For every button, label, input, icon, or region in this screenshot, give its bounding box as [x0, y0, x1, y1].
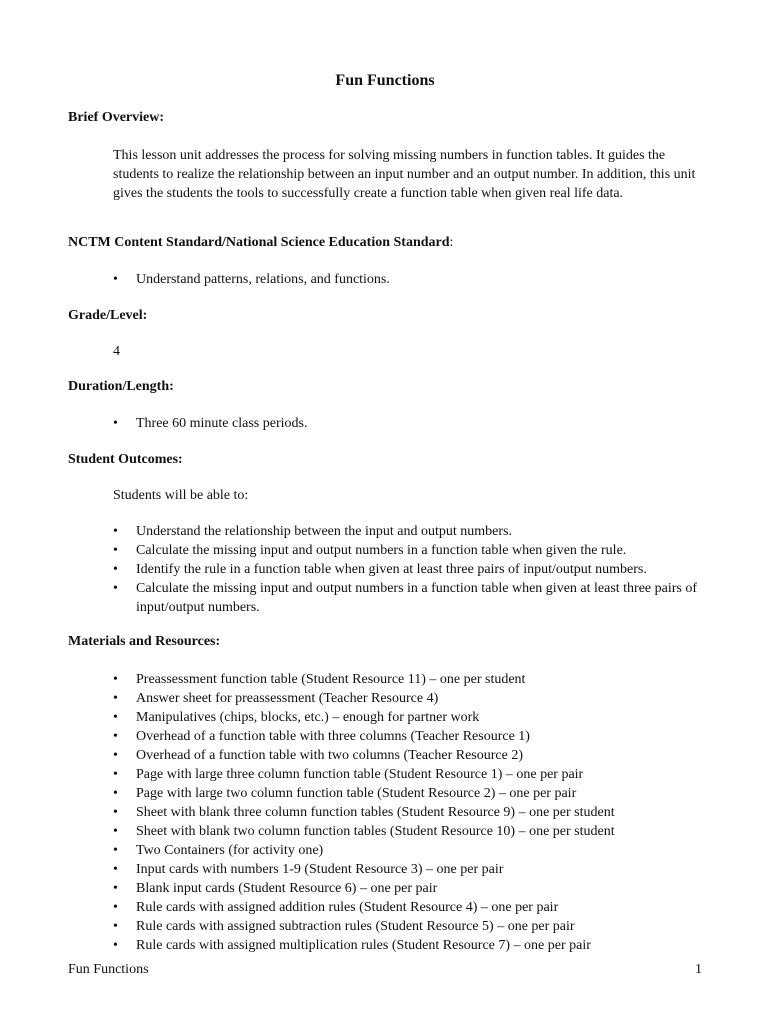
bullet-icon: •	[113, 416, 118, 431]
list-item: • Understand the relationship between the input and output numbers.	[113, 524, 512, 539]
list-item: • Rule cards with assigned addition rules (Student Resource 4) – one per pair	[113, 900, 559, 915]
list-item: • Sheet with blank three column function tables (Student Resource 9) – one per student	[113, 805, 615, 820]
list-item: • Rule cards with assigned subtraction rules (Student Resource 5) – one per pair	[113, 919, 575, 934]
duration-list	[113, 414, 713, 433]
standard-heading-text: NCTM Content Standard/National Science Education Standard	[68, 235, 450, 250]
standard-list	[113, 270, 713, 289]
outcomes-list	[113, 522, 713, 617]
footer-title: Fun Functions	[68, 962, 149, 977]
list-item: • Sheet with blank two column function tables (Student Resource 10) – one per student	[113, 824, 615, 839]
list-item: • Answer sheet for preassessment (Teacher Resource 4)	[113, 691, 439, 706]
materials-list	[113, 670, 713, 955]
bullet-icon: •	[113, 900, 118, 915]
grade-heading: Grade/Level:	[68, 308, 148, 323]
bullet-icon: •	[113, 748, 118, 763]
list-item: • Manipulatives (chips, blocks, etc.) – enough for partner work	[113, 710, 480, 725]
list-item: • Identify the rule in a function table when given at least three pairs of input/output numbers.	[113, 562, 647, 577]
bullet-icon: •	[113, 919, 118, 934]
overview-heading: Brief Overview:	[68, 110, 165, 125]
standard-heading-colon: :	[449, 235, 454, 250]
bullet-icon: •	[113, 881, 118, 896]
outcomes-heading: Student Outcomes:	[68, 452, 183, 467]
bullet-icon: •	[113, 824, 118, 839]
bullet-icon: •	[113, 581, 118, 596]
overview-text: This lesson unit addresses the process for solving missing numbers in function tables. It guides the students to realize the relationship between an input number and an output number. In addition, this unit gives the students the tools to successfully create a function table when given real life data.	[113, 148, 696, 201]
bullet-icon: •	[113, 691, 118, 706]
list-item: • Overhead of a function table with three columns (Teacher Resource 1)	[113, 729, 530, 744]
document-title: Fun Functions	[335, 72, 435, 89]
list-item: • Calculate the missing input and output numbers in a function table when given at least three pairs of input/output numbers.	[113, 581, 698, 615]
duration-heading: Duration/Length:	[68, 379, 174, 394]
bullet-icon: •	[113, 272, 118, 287]
list-item: • Overhead of a function table with two columns (Teacher Resource 2)	[113, 748, 523, 763]
list-item: • Input cards with numbers 1-9 (Student Resource 3) – one per pair	[113, 862, 504, 877]
grade-value: 4	[113, 344, 120, 359]
bullet-icon: •	[113, 710, 118, 725]
list-item: • Calculate the missing input and output numbers in a function table when given the rule.	[113, 543, 627, 558]
bullet-icon: •	[113, 843, 118, 858]
bullet-icon: •	[113, 524, 118, 539]
standard-heading	[68, 234, 453, 252]
bullet-icon: •	[113, 938, 118, 953]
bullet-icon: •	[113, 786, 118, 801]
bullet-icon: •	[113, 672, 118, 687]
list-item: • Blank input cards (Student Resource 6) – one per pair	[113, 881, 438, 896]
bullet-icon: •	[113, 862, 118, 877]
list-item: • Rule cards with assigned multiplication rules (Student Resource 7) – one per pair	[113, 938, 591, 953]
list-item: • Three 60 minute class periods.	[113, 416, 308, 431]
outcomes-intro: Students will be able to:	[113, 488, 249, 503]
list-item: • Page with large two column function table (Student Resource 2) – one per pair	[113, 786, 577, 801]
bullet-icon: •	[113, 805, 118, 820]
list-item: • Understand patterns, relations, and functions.	[113, 272, 390, 287]
bullet-icon: •	[113, 767, 118, 782]
page-number: 1	[695, 962, 702, 977]
bullet-icon: •	[113, 562, 118, 577]
list-item: • Page with large three column function table (Student Resource 1) – one per pair	[113, 767, 584, 782]
bullet-icon: •	[113, 729, 118, 744]
bullet-icon: •	[113, 543, 118, 558]
materials-heading: Materials and Resources:	[68, 634, 221, 649]
list-item: • Two Containers (for activity one)	[113, 843, 324, 858]
list-item: • Preassessment function table (Student Resource 11) – one per student	[113, 672, 526, 687]
